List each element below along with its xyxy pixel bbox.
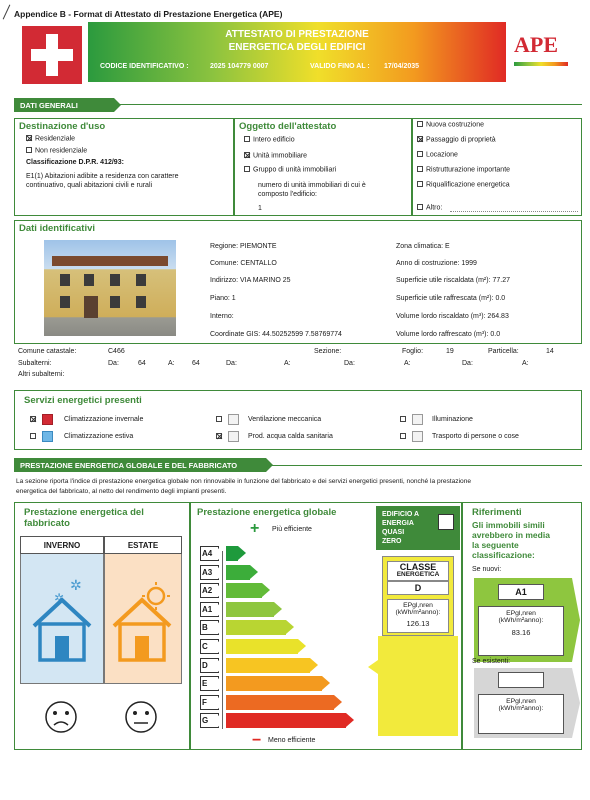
epgl-value: 126.13 <box>406 619 430 628</box>
energy-class-label-a4: A4 <box>200 546 219 561</box>
energy-class-bar-b <box>226 620 286 635</box>
motivazione-riqualificazione <box>417 181 510 189</box>
se-nuovi: Se nuovi: <box>472 566 502 573</box>
superficie-raffrescata: Superficie utile raffrescata (m²): 0.0 <box>396 295 506 302</box>
building-window-5 <box>60 296 70 308</box>
piu-efficiente: Più efficiente <box>272 526 312 533</box>
oggetto-intero <box>244 136 295 144</box>
nzeb-line-4: ZERO <box>382 538 402 545</box>
prestazione-intro-1: La sezione riporta l'indice di prestazione energetica globale non rinnovabile in funzione del fabbricato e dei servizi energetici presenti, nonché la prestazione <box>16 478 472 485</box>
invernale-label: Climatizzazione invernale <box>64 416 144 423</box>
residenziale-label: Residenziale <box>35 135 76 143</box>
meno-efficiente-minus-icon: − <box>252 732 262 749</box>
destinazione-residenziale <box>26 135 75 143</box>
oggetto-gruppo <box>244 166 336 174</box>
servizio-acqua <box>216 433 225 441</box>
subalterni-da-value: 64 <box>138 360 146 367</box>
subalterni-a-4: A: <box>522 360 529 367</box>
foglio-label: Foglio: <box>402 348 424 355</box>
corner-slash <box>3 5 11 20</box>
locazione-label: Locazione <box>426 151 458 159</box>
altro-checkbox[interactable] <box>417 204 423 210</box>
subalterni-da-4: Da: <box>462 360 473 367</box>
subalterni-a-2: A: <box>284 360 291 367</box>
ape-logo <box>512 30 572 74</box>
altro-dots <box>450 211 578 212</box>
nuovi-epgl-box <box>478 606 564 656</box>
nzeb-line-1: EDIFICIO A <box>382 511 420 518</box>
numero-unita-value: 1 <box>258 205 262 212</box>
esistenti-epgl-unit: (kWh/m²anno): <box>498 705 544 712</box>
nuovi-panel <box>474 578 572 662</box>
energy-class-label-e: E <box>200 676 219 691</box>
classe-header <box>387 561 449 581</box>
nzeb-box <box>376 506 460 550</box>
passaggio-label: Passaggio di proprietà <box>426 136 496 144</box>
foglio-value: 19 <box>446 348 454 355</box>
intero-edificio-label: Intero edificio <box>253 136 295 144</box>
altro-label: Altro: <box>426 204 443 212</box>
subalterni-da-2: Da: <box>226 360 237 367</box>
energy-class-bar-c <box>226 639 298 654</box>
riferimenti-desc-4: classificazione: <box>472 550 535 560</box>
subalterni-da-1: Da: <box>108 360 119 367</box>
intero-edificio-checkbox[interactable] <box>244 136 250 142</box>
riferimenti-desc-3: la seguente <box>472 540 519 550</box>
riferimenti-desc-2: avrebbero in media <box>472 530 550 540</box>
servizio-illuminazione <box>400 416 409 424</box>
classe-value: D <box>414 583 422 593</box>
motivazione-passaggio <box>417 136 496 144</box>
ape-logo-text: APE <box>514 32 558 57</box>
passaggio-checkbox[interactable] <box>417 136 423 142</box>
classificazione-label: Classificazione D.P.R. 412/93: <box>26 159 124 166</box>
piu-efficiente-plus-icon: + <box>250 520 260 537</box>
gruppo-checkbox[interactable] <box>244 166 250 172</box>
ristrutturazione-checkbox[interactable] <box>417 166 423 172</box>
appendix-title: Appendice B - Format di Attestato di Prestazione Energetica (APE) <box>14 9 283 19</box>
superficie-riscaldata: Superficie utile riscaldata (m²): 77.27 <box>396 277 510 284</box>
nuova-costruzione-label: Nuova costruzione <box>426 121 484 129</box>
inverno-label: INVERNO <box>43 541 81 550</box>
valid-label: VALIDO FINO AL : <box>310 63 370 70</box>
indirizzo: Indirizzo: VIA MARINO 25 <box>210 277 291 284</box>
subalterni-a-3: A: <box>404 360 411 367</box>
scale-baseline <box>222 551 223 729</box>
coordinate: Coordinate GIS: 44.50252599 7.58769774 <box>210 331 342 338</box>
riqualificazione-checkbox[interactable] <box>417 181 423 187</box>
illuminazione-checkbox[interactable] <box>400 416 406 422</box>
nuova-costruzione-checkbox[interactable] <box>417 121 423 127</box>
non-residenziale-label: Non residenziale <box>35 147 88 155</box>
classificazione-desc-1: E1(1) Abitazioni adibite a residenza con carattere <box>26 173 179 180</box>
cross-bar <box>31 49 73 61</box>
nzeb-line-2: ENERGIA <box>382 520 414 527</box>
esistenti-class-box <box>498 672 544 688</box>
estate-rating-face-icon <box>124 700 158 734</box>
gruppo-label: Gruppo di unità immobiliari <box>253 166 337 174</box>
epgl-box <box>387 599 449 633</box>
unita-immobiliare-checkbox[interactable] <box>244 152 250 158</box>
ventilazione-label: Ventilazione meccanica <box>248 416 322 423</box>
particella-value: 14 <box>546 348 554 355</box>
unita-immobiliare-label: Unità immobiliare <box>253 152 308 160</box>
acqua-calda-label: Prod. acqua calda sanitaria <box>248 433 333 440</box>
energy-class-bar-a2 <box>226 583 262 598</box>
estiva-checkbox[interactable] <box>30 433 36 439</box>
snowflake-icon <box>42 431 53 442</box>
destinazione-non-residenziale <box>26 147 87 155</box>
energy-class-label-a1: A1 <box>200 602 219 617</box>
comune-catastale-value: C466 <box>108 348 125 355</box>
servizi-title: Servizi energetici presenti <box>24 395 142 406</box>
oggetto-unita <box>244 152 307 160</box>
fan-icon <box>228 414 239 425</box>
classe-value-box <box>387 581 449 595</box>
inverno-head <box>20 536 104 554</box>
building-window-6 <box>110 296 120 308</box>
inverno-rating-face-icon <box>44 700 78 734</box>
energy-class-bar-g <box>226 713 346 728</box>
header-title-2: ENERGETICA DEGLI EDIFICI <box>228 42 366 53</box>
lightbulb-icon <box>412 414 423 425</box>
motivazione-altro <box>417 204 442 212</box>
se-esistenti: Se esistenti: <box>472 658 511 665</box>
motivazione-nuova <box>417 121 484 129</box>
energy-class-label-f: F <box>200 695 219 710</box>
subalterni-a-1: A: <box>168 360 175 367</box>
meno-efficiente: Meno efficiente <box>268 737 316 744</box>
energy-class-bar-a3 <box>226 565 250 580</box>
trasporto-label: Trasporto di persone o cose <box>432 433 519 440</box>
epgl-label: EPgl,nren <box>403 602 433 609</box>
building-photo <box>44 240 176 336</box>
fabbricato-title-1: Prestazione energetica del <box>24 507 144 518</box>
estate-house-icon <box>110 576 174 666</box>
comune-catastale-label: Comune catastale: <box>18 348 77 355</box>
riferimenti-desc-1: Gli immobili simili <box>472 520 545 530</box>
building-window-3 <box>110 274 120 286</box>
energy-class-bar-a4 <box>226 546 238 561</box>
energy-class-label-c: C <box>200 639 219 654</box>
servizio-trasporto <box>400 433 409 441</box>
servizio-estiva <box>30 433 39 441</box>
volume-raffrescato: Volume lordo raffrescato (m³): 0.0 <box>396 331 501 338</box>
header-title-1: ATTESTATO DI PRESTAZIONE <box>225 29 369 40</box>
volume-riscaldato: Volume lordo riscaldato (m³): 264.83 <box>396 313 509 320</box>
motivazione-ristrutturazione <box>417 166 510 174</box>
estate-head <box>104 536 182 554</box>
classe-box <box>382 556 454 636</box>
particella-label: Particella: <box>488 348 519 355</box>
destinazione-title: Destinazione d'uso <box>19 121 106 132</box>
locazione-checkbox[interactable] <box>417 151 423 157</box>
building-window-1 <box>60 274 70 286</box>
regione: Regione: PIEMONTE <box>210 243 277 250</box>
valid-value: 17/04/2035 <box>384 63 420 70</box>
esistenti-epgl-label: EPgl,nren <box>506 698 536 705</box>
anno-costruzione: Anno di costruzione: 1999 <box>396 260 477 267</box>
riqualificazione-label: Riqualificazione energetica <box>426 181 510 189</box>
classe-pointer <box>378 636 458 736</box>
nuovi-epgl-label: EPgl,nren <box>506 610 536 617</box>
illuminazione-label: Illuminazione <box>432 416 473 423</box>
energy-class-label-b: B <box>200 620 219 635</box>
dati-generali-label: DATI GENERALI <box>20 101 78 110</box>
piano: Piano: 1 <box>210 295 236 302</box>
prestazione-bar <box>14 458 266 472</box>
energy-class-bar-f <box>226 695 334 710</box>
energetica-label: ENERGETICA <box>396 571 440 578</box>
destinazione-box <box>14 118 234 216</box>
subalterni-label: Subalterni: <box>18 360 52 367</box>
estate-label: ESTATE <box>127 541 159 550</box>
building-roof <box>52 256 168 266</box>
esistenti-panel <box>474 668 572 738</box>
riferimenti-title: Riferimenti <box>472 507 522 518</box>
building-window-2 <box>84 274 94 286</box>
classe-marker <box>368 660 378 674</box>
trasporto-checkbox[interactable] <box>400 433 406 439</box>
oggetto-title: Oggetto dell'attestato <box>239 121 337 132</box>
subalterni-a-value: 64 <box>192 360 200 367</box>
fabbricato-title-2: fabbricato <box>24 518 70 529</box>
invernale-checkbox[interactable] <box>30 416 36 422</box>
dati-generali-bar <box>14 98 114 112</box>
servizio-ventilazione <box>216 416 225 424</box>
classificazione-desc-2: continuativo, quali abitazioni civili e rurali <box>26 182 153 189</box>
altri-subalterni: Altri subalterni: <box>18 371 65 378</box>
header-banner <box>88 22 506 82</box>
dati-identificativi-title: Dati identificativi <box>19 223 96 234</box>
energy-class-label-g: G <box>200 713 219 728</box>
esistenti-panel-arrow <box>572 668 580 738</box>
building-window-7 <box>136 296 146 308</box>
servizio-invernale <box>30 416 39 424</box>
prestazione-label: PRESTAZIONE ENERGETICA GLOBALE E DEL FABBRICATO <box>20 461 238 470</box>
numero-unita-1: numero di unità immobiliari di cui è <box>258 182 366 189</box>
svg-text:✲: ✲ <box>54 591 65 605</box>
residenziale-checkbox[interactable] <box>26 135 32 141</box>
nuovi-class: A1 <box>515 587 527 597</box>
inverno-house-icon <box>30 576 94 666</box>
zona-climatica: Zona climatica: E <box>396 243 450 250</box>
energy-class-label-d: D <box>200 658 219 673</box>
energy-class-bar-d <box>226 658 310 673</box>
non-residenziale-checkbox[interactable] <box>26 147 32 153</box>
header-logo-box <box>22 26 82 84</box>
code-value: 2025 104779 0007 <box>210 63 269 70</box>
ristrutturazione-label: Ristrutturazione importante <box>426 166 511 174</box>
comune: Comune: CENTALLO <box>210 260 277 267</box>
globale-title: Prestazione energetica globale <box>197 507 337 518</box>
ape-logo-stripes <box>514 62 568 66</box>
prestazione-intro-2: energetica del fabbricato, al netto del rendimento degli impianti presenti. <box>16 488 227 495</box>
nuovi-class-box <box>498 584 544 600</box>
esistenti-epgl-box <box>478 694 564 734</box>
nuovi-epgl-value: 83.16 <box>511 628 531 637</box>
ventilazione-checkbox[interactable] <box>216 416 222 422</box>
elevator-icon <box>412 431 423 442</box>
hot-water-icon <box>228 431 239 442</box>
svg-text:✲: ✲ <box>70 578 82 594</box>
energy-class-bar-e <box>226 676 322 691</box>
energy-class-label-a3: A3 <box>200 565 219 580</box>
radiator-icon <box>42 414 53 425</box>
nzeb-line-3: QUASI <box>382 529 405 536</box>
subalterni-da-3: Da: <box>344 360 355 367</box>
building-window-4 <box>136 274 146 286</box>
interno: Interno: <box>210 313 234 320</box>
motivazione-locazione <box>417 151 458 159</box>
estiva-label: Climatizzazione estiva <box>64 433 134 440</box>
nuovi-epgl-unit: (kWh/m²anno): <box>498 617 544 624</box>
sezione-label: Sezione: <box>314 348 342 355</box>
building-door <box>84 296 98 318</box>
classe-label: CLASSE <box>399 562 437 572</box>
numero-unita-2: composto l'edificio: <box>258 191 317 198</box>
nzeb-checkbox[interactable] <box>438 514 454 530</box>
nuovi-panel-arrow <box>572 578 580 662</box>
acqua-calda-checkbox[interactable] <box>216 433 222 439</box>
epgl-unit: (kWh/m²anno): <box>395 609 441 616</box>
code-label: CODICE IDENTIFICATIVO : <box>100 63 189 70</box>
energy-class-bar-a1 <box>226 602 274 617</box>
energy-class-label-a2: A2 <box>200 583 219 598</box>
